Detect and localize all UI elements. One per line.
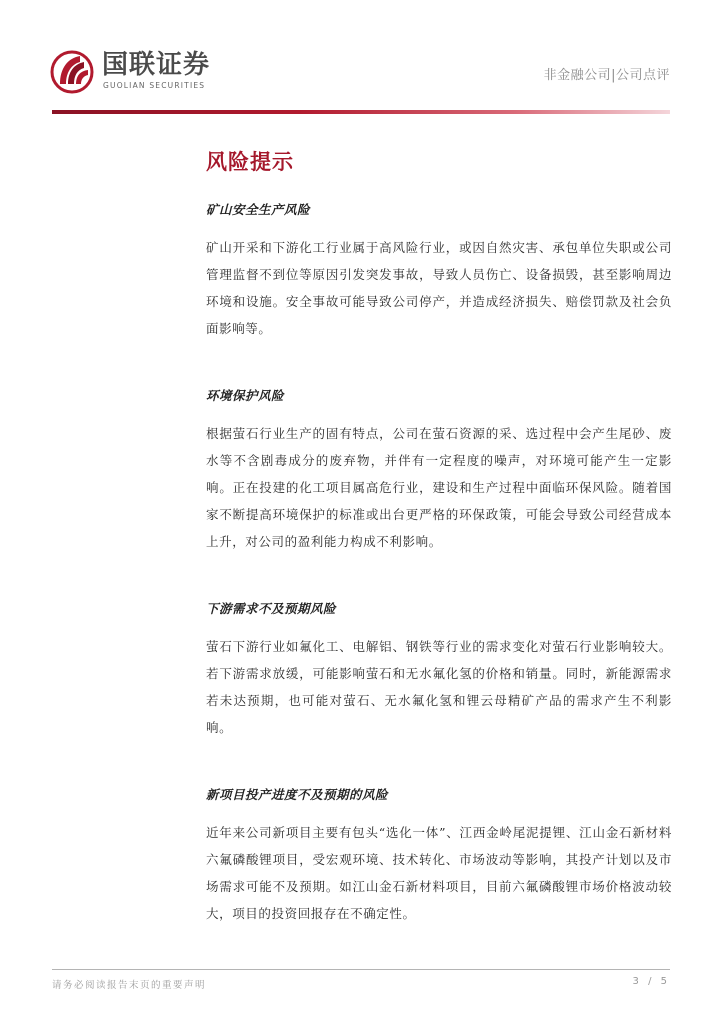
section-title: 风险提示 bbox=[206, 150, 294, 174]
main-content bbox=[206, 146, 672, 971]
footer-divider bbox=[52, 969, 670, 970]
header-divider bbox=[52, 110, 670, 114]
risk-heading: 环境保护风险 bbox=[206, 388, 285, 403]
risk-item bbox=[206, 785, 672, 927]
risk-heading: 下游需求不及预期风险 bbox=[206, 601, 337, 616]
risk-body: 根据萤石行业生产的固有特点，公司在萤石资源的采、选过程中会产生尾砂、废水等不含剧毒成分的废弃物，并伴有一定程度的噪声，对环境可能产生一定影响。正在投建的化工项目属高危行业，建设和生产过程中面临环保风险。随着国家不断提高环境保护的标准或出台更严格的环保政策，可能会导致公司经营成本上升，对公司的盈利能力构成不利影响。 bbox=[206, 426, 672, 549]
company-logo bbox=[50, 50, 250, 100]
risk-item bbox=[206, 386, 672, 555]
risk-heading: 矿山安全生产风险 bbox=[206, 202, 311, 217]
page-number: 3 / 5 bbox=[632, 976, 670, 987]
logo-english-text: GUOLIAN SECURITIES bbox=[103, 81, 206, 90]
risk-body: 萤石下游行业如氟化工、电解铝、钢铁等行业的需求变化对萤石行业影响较大。若下游需求放缓，可能影响萤石和无水氟化氢的价格和销量。同时，新能源需求若未达预期，也可能对萤石、无水氟化氢和锂云母精矿产品的需求产生不利影响。 bbox=[206, 639, 672, 735]
footer-disclaimer: 请务必阅读报告末页的重要声明 bbox=[52, 980, 207, 991]
logo-chinese-text: 国联证券 bbox=[102, 50, 211, 80]
risk-body: 近年来公司新项目主要有包头“选化一体”、江西金岭尾泥提锂、江山金石新材料六氟磷酸锂项目，受宏观环境、技术转化、市场波动等影响，其投产计划以及市场需求可能不及预期。如江山金石新材料项目，目前六氟磷酸锂市场价格波动较大，项目的投资回报存在不确定性。 bbox=[206, 825, 672, 921]
report-category: 非金融公司|公司点评 bbox=[543, 68, 670, 83]
risk-item bbox=[206, 599, 672, 741]
risk-item bbox=[206, 200, 672, 342]
guolian-logo-icon bbox=[50, 50, 94, 94]
risk-body: 矿山开采和下游化工行业属于高风险行业，或因自然灾害、承包单位失职或公司管理监督不到位等原因引发突发事故，导致人员伤亡、设备损毁，甚至影响周边环境和设施。安全事故可能导致公司停产，并造成经济损失、赔偿罚款及社会负面影响等。 bbox=[206, 240, 672, 336]
page-header bbox=[0, 0, 724, 116]
risk-heading: 新项目投产进度不及预期的风险 bbox=[206, 787, 389, 802]
